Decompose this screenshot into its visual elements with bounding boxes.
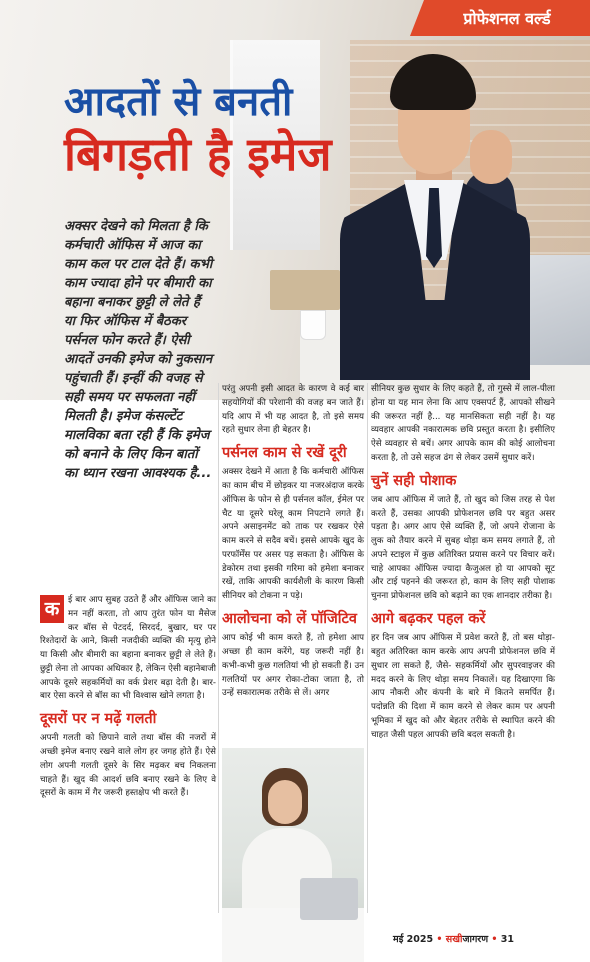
col2-paragraph-1: अक्सर देखने में आता है कि कर्मचारी ऑफिस का काम बीच में छोड़कर या नजरअंदाज करके ऑफिस के फोन से ही पर्सनल कॉल, ईमेल पर चैट या दूसरे घरेलू काम निपटाने लगते हैं। अपने असाइनमेंट को ताक पर रखकर ऐसे काम करने से सदैव बचें। इससे आपके खुद के परफॉर्मेंस पर असर पड़ सकता है। ऑफिस के डेकोरम तथा इसकी गरिमा को हमेशा बनाकर रखें, ताकि आपकी कार्यशैली के कारण किसी सीनियर को टोकना न पड़े। xyxy=(222,467,364,602)
col3-paragraph-1: जब आप ऑफिस में जाते हैं, तो खुद को जिस तरह से पेश करते हैं, उसका आपकी प्रोफेशनल छवि पर बहुत असर पड़ता है। अगर आप ऐसे व्यक्ति हैं, जो अपने रोजाना के लुक को तैयार करने में सुबह थोड़ा कम समय लगाते हैं, तो अपने स्टाइल में कुछ अतिरिक्त प्रयास करने पर विचार करें। चाहे आपका ऑफिस ज्यादा कैजुअल हो या आपको सूट और टाई पहनने की जरूरत हो, काम के लिए सही पोशाक चुनना प्रोफेशनल छवि को बढ़ाने का एक शानदार तरीका है। xyxy=(371,494,555,602)
section-tag: प्रोफेशनल वर्ल्ड xyxy=(424,0,590,36)
intro-text: अक्सर देखने को मिलता है कि कर्मचारी ऑफिस में आज का काम कल पर टाल देते हैं। कभी काम ज्यादा होने पर बीमारी का बहाना बनाकर छुट्टी ले लेते हैं या फिर ऑफिस में बैठकर पर्सनल फोन करते हैं। ऐसी आदतें उनकी इमेज को नुकसान पहुंचाती हैं। इन्हीं की वजह से सही समय पर सफलता नहीं मिलती है। इमेज कंसल्टेंट मालविका बता रही हैं कि इमेज को बनाने के लिए किन बातों का ध्यान रखना आवश्यक है... xyxy=(64,219,213,481)
footer-separator: • xyxy=(488,934,501,945)
col3-paragraph-2: हर दिन जब आप ऑफिस में प्रवेश करते हैं, तो बस थोड़ा-बहुत अतिरिक्त काम करके आप अपनी प्रोफेशनल छवि में सुधार ला सकते हैं, जैसे- सहकर्मियों और सुपरवाइजर की मदद करने के लिए थोड़ा समय निकालें। यह दिखाएगा कि आप नौकरी और कंपनी के बारे में कितने समर्पित हैं। पदोन्नति की दिशा में काम करने से लेकर काम पर अपनी भूमिका में खुद को और बेहतर तरीके से स्थापित करने की चाहत जैसी पहल आपकी छवि बदल सकती है। xyxy=(371,633,555,740)
col3-heading-1: चुनें सही पोशाक xyxy=(371,472,457,489)
headline xyxy=(64,80,384,179)
hand xyxy=(470,130,512,184)
businessman-figure xyxy=(330,20,530,380)
hair xyxy=(390,54,476,110)
cup xyxy=(300,310,326,340)
col2-paragraph-0: परंतु अपनी इसी आदत के कारण वे कई बार सहयोगियों की परेशानी की वजह बन जाते हैं। यदि आप में भी यह आदत है, तो इसे समय रहते सुधार लेना ही बेहतर है। xyxy=(222,384,364,436)
col2-heading-2: आलोचना को लें पॉजिटिव xyxy=(222,610,357,627)
column-divider xyxy=(367,383,368,913)
col3-heading-2: आगे बढ़कर पहल करें xyxy=(371,610,486,627)
col1-lead-paragraph: ई बार आप सुबह उठते हैं और ऑफिस जाने का मन नहीं करता, तो आप तुरंत फोन या मैसेज कर बॉस से पेटदर्द, सिरदर्द, बुखार, घर पर रिश्तेदारों के आने, किसी नजदीकी व्यक्ति की मृत्यु होने या किसी और बीमारी का बहाना बनाकर छुट्टी ले लेते हैं। छुट्टी लेना तो आपका अधिकार है, लेकिन ऐसी बहानेबाजी आपके दूसरे सहकर्मियों का वर्क प्रेशर बढ़ा देती है। बार-बार ऐसा करने से बॉस का भी विश्वास खोने लगता है। xyxy=(40,595,216,702)
footer-publication-2: जागरण xyxy=(462,934,489,945)
face xyxy=(268,780,302,824)
page-footer xyxy=(393,932,514,945)
column-divider xyxy=(218,383,219,913)
col3-paragraph-0: सीनियर कुछ सुधार के लिए कहते हैं, तो गुस्से में लाल-पीला होना या यह मान लेना कि आप एक्सपर्ट हैं, आपको सीखने की जरूरत नहीं है... यह मानसिकता सही नहीं है। यह व्यवहार आपकी नकारात्मक छवि प्रस्तुत करता है। इसीलिए ऐसे व्यवहार से बचें। अगर आपके काम की कोई आलोचना करता है, तो उसे सहज ढंग से लेकर उसमें सुधार करें। xyxy=(371,384,555,463)
column-3 xyxy=(371,383,555,744)
footer-date: मई 2025 xyxy=(393,934,434,945)
footer-separator: • xyxy=(433,934,446,945)
column-1 xyxy=(40,594,216,803)
dropcap: क xyxy=(40,595,64,623)
col2-paragraph-2: आप कोई भी काम करते हैं, तो हमेशा आप अच्छा ही काम करेंगे, यह जरूरी नहीं है। कभी-कभी कुछ गलतियां भी हो सकती हैं। उन गलतियों पर अगर रोका-टोका जाता है, तो उन्हें सकारात्मक तरीके से लें। अगर xyxy=(222,633,364,699)
col2-heading-1: पर्सनल काम से रखें दूरी xyxy=(222,445,347,461)
footer-publication: सखी xyxy=(445,934,463,945)
woman-photo xyxy=(222,748,364,962)
column-2 xyxy=(222,383,364,703)
col1-heading-1: दूसरों पर न मढ़ें गलती xyxy=(40,711,157,727)
headline-line-2: बिगड़ती है इमेज xyxy=(64,126,332,181)
page-number: 31 xyxy=(500,934,514,945)
laptop xyxy=(300,878,358,920)
headline-line-1: आदतों से बनती xyxy=(64,79,293,125)
col1-paragraph-1: अपनी गलती को छिपाने वाले तथा बॉस की नजरों में अच्छी इमेज बनाए रखने वाले लोग हर जगह होते हैं। ऐसे लोग अपनी गलती दूसरे के सिर मढ़कर बच निकलना चाहते हैं। खुद की आदर्श छवि बनाए रखने के लिए वे दूसरों के काम में गैर जरूरी हस्तक्षेप भी करते हैं। xyxy=(40,733,216,799)
